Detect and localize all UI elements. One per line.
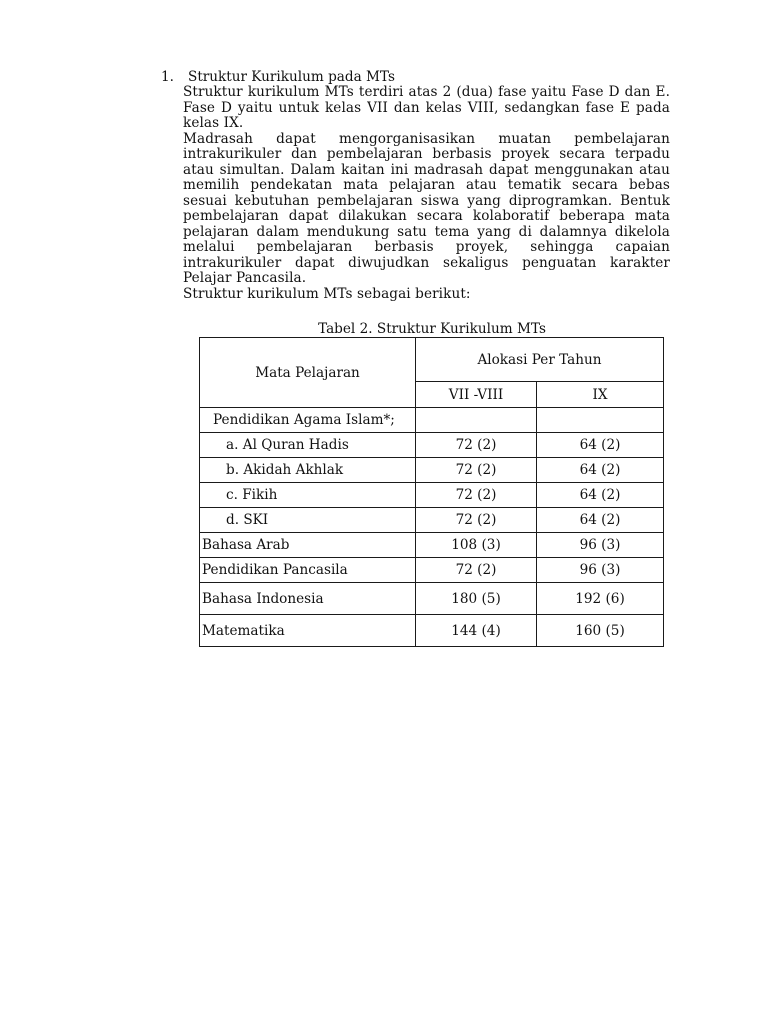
allocation-ix: 64 (2) [537,433,664,458]
table-caption: Tabel 2. Struktur Kurikulum MTs [318,321,546,337]
curriculum-table [199,337,664,647]
table-row [200,583,664,615]
table-row [200,483,664,508]
table-row [200,615,664,647]
table-header-row [200,338,664,382]
allocation-vii-viii: 108 (3) [416,533,537,558]
header-grade-ix: IX [537,382,664,408]
allocation-vii-viii: 72 (2) [416,483,537,508]
allocation-vii-viii: 72 (2) [416,508,537,533]
table-row [200,508,664,533]
allocation-vii-viii: 72 (2) [416,433,537,458]
allocation-vii-viii: 72 (2) [416,558,537,583]
table-row [200,458,664,483]
paragraph-intro-table: Struktur kurikulum MTs sebagai berikut: [183,285,471,302]
subject-cell: c. Fikih [200,483,416,508]
section-heading [161,69,681,85]
paragraph-phases: Struktur kurikulum MTs terdiri atas 2 (dua) fase yaitu Fase D dan E. Fase D yaitu untuk kelas VII dan kelas VIII, sedangkan fase E pada kelas IX. [183,84,670,131]
allocation-ix: 192 (6) [537,583,664,615]
table-row-category [200,408,664,433]
category-label: Pendidikan Agama Islam*; [200,408,416,433]
table-row [200,433,664,458]
table-row [200,558,664,583]
allocation-ix: 160 (5) [537,615,664,647]
allocation-ix: 96 (3) [537,533,664,558]
section-body [183,85,670,302]
allocation-ix: 96 (3) [537,558,664,583]
section-number: 1. [161,69,174,85]
subject-cell: Bahasa Indonesia [200,583,416,615]
subject-cell: Pendidikan Pancasila [200,558,416,583]
allocation-vii-viii: 180 (5) [416,583,537,615]
subject-cell: Bahasa Arab [200,533,416,558]
header-allocation: Alokasi Per Tahun [416,338,664,382]
empty-cell [537,408,664,433]
subject-cell: Matematika [200,615,416,647]
allocation-vii-viii: 144 (4) [416,615,537,647]
header-subject: Mata Pelajaran [200,338,416,408]
paragraph-organization: Madrasah dapat mengorganisasikan muatan pembelajaran intrakurikuler dan pembelajaran berbasis proyek secara terpadu atau simultan. Dalam kaitan ini madrasah dapat menggunakan atau memilih pendekatan mata pelajaran atau tematik secara bebas sesuai kebutuhan pembelajaran siswa yang diprogramkan. Bentuk pembelajaran dapat dilakukan secara kolaboratif beberapa mata pelajaran dalam mendukung satu tema yang di dalamnya dikelola melalui pembelajaran berbasis proyek, sehingga capaian intrakurikuler dapat diwujudkan sekaligus penguatan karakter Pelajar Pancasila. [183,130,670,286]
allocation-ix: 64 (2) [537,458,664,483]
table-row [200,533,664,558]
section-title: Struktur Kurikulum pada MTs [188,69,395,85]
allocation-ix: 64 (2) [537,483,664,508]
allocation-vii-viii: 72 (2) [416,458,537,483]
subject-cell: d. SKI [200,508,416,533]
subject-cell: b. Akidah Akhlak [200,458,416,483]
subject-cell: a. Al Quran Hadis [200,433,416,458]
allocation-ix: 64 (2) [537,508,664,533]
empty-cell [416,408,537,433]
header-grade-vii-viii: VII -VIII [416,382,537,408]
